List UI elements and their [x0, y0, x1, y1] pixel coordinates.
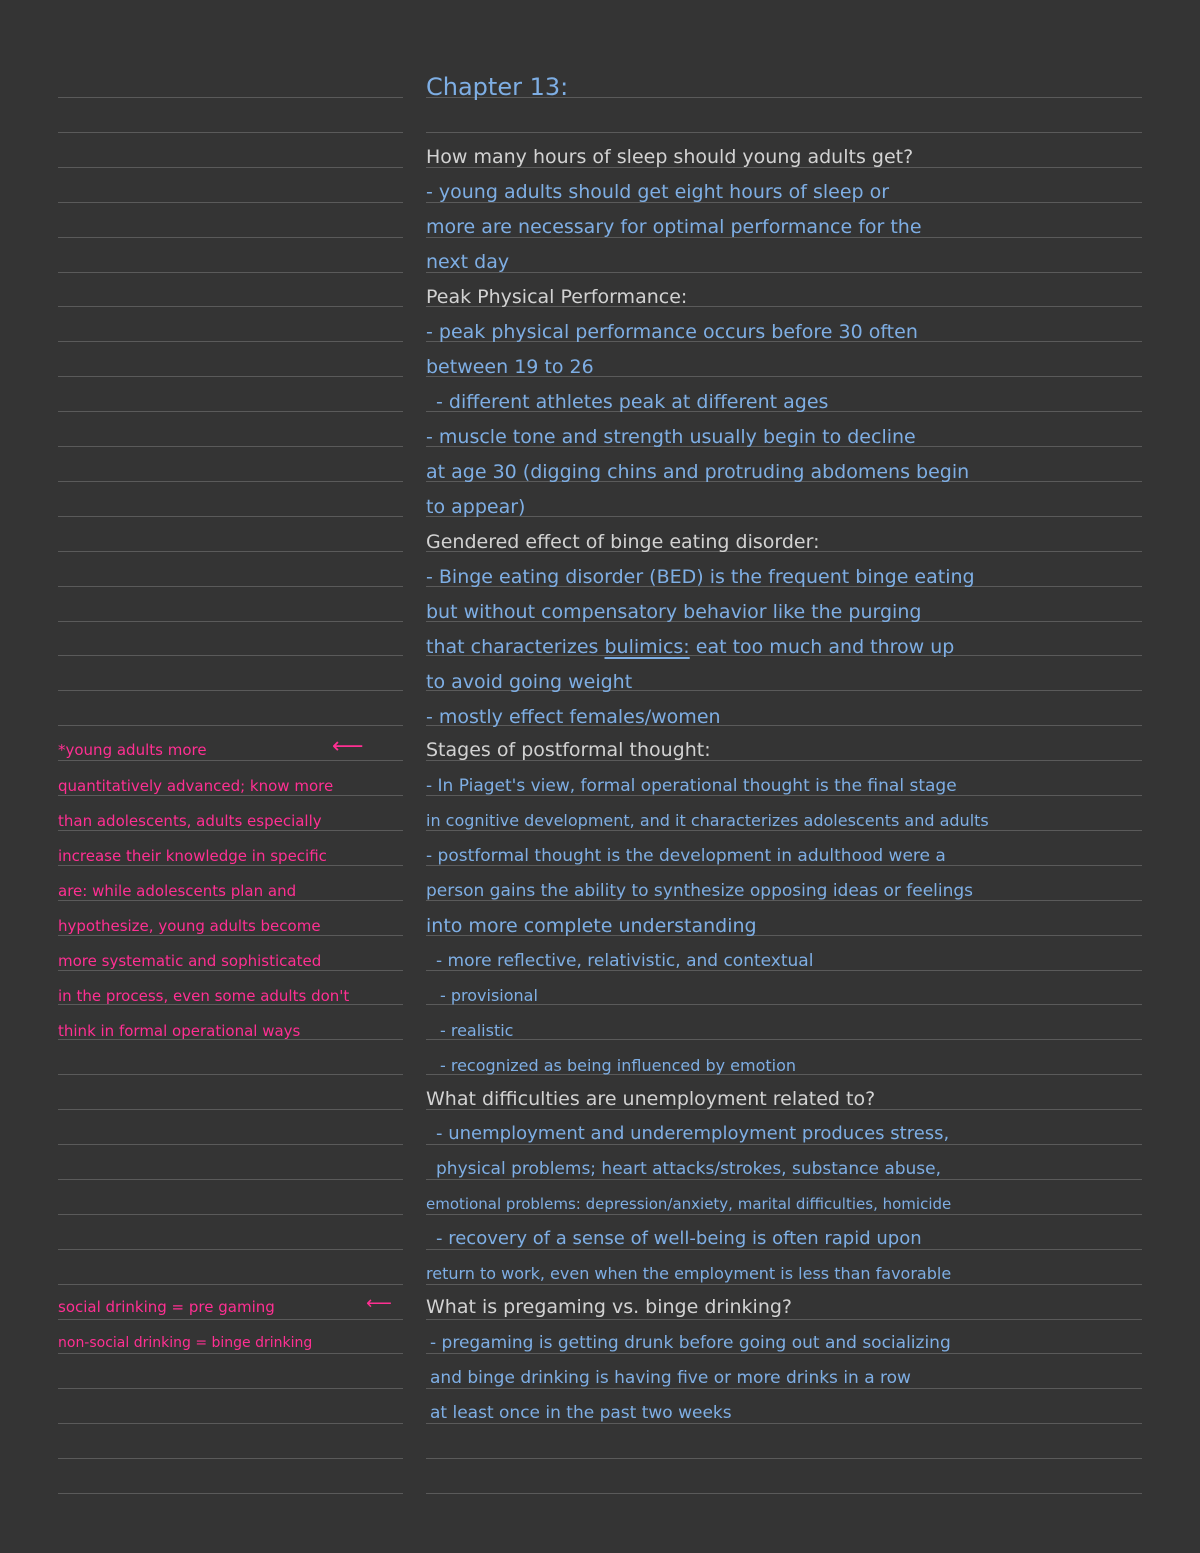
margin-note-line: think in formal operational ways [58, 1022, 301, 1040]
answer-text: that characterizes [426, 636, 599, 658]
rule-line [58, 306, 403, 307]
rule-line [426, 272, 1142, 273]
question-pregaming: What is pregaming vs. binge drinking? [426, 1296, 793, 1318]
rule-line [58, 237, 403, 238]
answer-line: - postformal thought is the development in adulthood were a [426, 846, 946, 866]
answer-line: - young adults should get eight hours of sleep or [426, 181, 890, 203]
margin-note-line: in the process, even some adults don't [58, 987, 350, 1005]
answer-line: and binge drinking is having five or more drinks in a row [430, 1368, 911, 1388]
answer-line: - pregaming is getting drunk before going out and socializing [430, 1333, 951, 1353]
answer-line: - peak physical performance occurs before 30 often [426, 321, 918, 343]
answer-text: eat too much and throw up [695, 636, 955, 658]
rule-line [58, 1109, 403, 1110]
rule-line [58, 202, 403, 203]
question-peak-performance: Peak Physical Performance: [426, 286, 688, 308]
answer-line: return to work, even when the employment is less than favorable [426, 1264, 952, 1283]
rule-line [58, 1284, 403, 1285]
rule-line [58, 1458, 403, 1459]
answer-line: physical problems; heart attacks/strokes, substance abuse, [436, 1159, 942, 1179]
margin-note-line: increase their knowledge in specific [58, 847, 327, 865]
underlined-term: bulimics: [604, 636, 690, 658]
rule-line [58, 725, 403, 726]
rule-line [58, 1214, 403, 1215]
question-sleep: How many hours of sleep should young adults get? [426, 146, 914, 168]
answer-line: - different athletes peak at different ages [436, 391, 829, 413]
answer-line: - unemployment and underemployment produces stress, [436, 1123, 950, 1144]
answer-line: - realistic [440, 1021, 514, 1040]
rule-line [426, 516, 1142, 517]
answer-line: - recovery of a sense of well-being is often rapid upon [436, 1228, 922, 1249]
question-postformal-thought: Stages of postformal thought: [426, 739, 711, 761]
margin-note-line: non-social drinking = binge drinking [58, 1335, 313, 1351]
rule-line [58, 1423, 403, 1424]
rule-line [58, 1144, 403, 1145]
rule-line [426, 1458, 1142, 1459]
rule-line [58, 481, 403, 482]
answer-line: in cognitive development, and it characterizes adolescents and adults [426, 811, 989, 830]
margin-note-line: are: while adolescents plan and [58, 882, 297, 900]
answer-line: - Binge eating disorder (BED) is the frequent binge eating [426, 566, 975, 588]
question-unemployment: What difficulties are unemployment related to? [426, 1088, 876, 1110]
rule-line [426, 1039, 1142, 1040]
rule-line [58, 586, 403, 587]
rule-line [58, 411, 403, 412]
rule-line [58, 167, 403, 168]
rule-line [58, 132, 403, 133]
answer-line: to appear) [426, 496, 526, 518]
page-title: Chapter 13: [426, 73, 569, 101]
answer-line: at least once in the past two weeks [430, 1403, 732, 1423]
margin-note-line: social drinking = pre gaming [58, 1298, 275, 1316]
answer-line: next day [426, 251, 510, 273]
rule-line [58, 1249, 403, 1250]
answer-line: into more complete understanding [426, 915, 757, 937]
margin-note-line: *young adults more [58, 741, 207, 759]
answer-line [426, 632, 954, 662]
answer-line: more are necessary for optimal performance for the [426, 216, 922, 238]
answer-line: emotional problems: depression/anxiety, marital difficulties, homicide [426, 1195, 952, 1213]
answer-line: - mostly effect females/women [426, 706, 721, 728]
rule-line [426, 132, 1142, 133]
answer-line: - muscle tone and strength usually begin to decline [426, 426, 916, 448]
rule-line [58, 1388, 403, 1389]
answer-line: at age 30 (digging chins and protruding abdomens begin [426, 461, 970, 483]
question-binge-eating: Gendered effect of binge eating disorder: [426, 531, 820, 553]
margin-note-line: more systematic and sophisticated [58, 952, 322, 970]
arrow-left-icon: ⟵ [366, 1293, 392, 1314]
answer-line: between 19 to 26 [426, 356, 594, 378]
answer-line: but without compensatory behavior like the purging [426, 601, 922, 623]
answer-line: - recognized as being influenced by emotion [440, 1056, 797, 1075]
rule-line [58, 1493, 403, 1494]
rule-line [58, 551, 403, 552]
rule-line [58, 376, 403, 377]
answer-line: - provisional [440, 986, 538, 1005]
answer-line: person gains the ability to synthesize opposing ideas or feelings [426, 881, 974, 901]
rule-line [58, 97, 403, 98]
rule-line [58, 516, 403, 517]
rule-line [58, 690, 403, 691]
margin-note-line: quantitatively advanced; know more [58, 777, 334, 795]
rule-line [58, 272, 403, 273]
margin-note-line: than adolescents, adults especially [58, 812, 322, 830]
rule-line [426, 1493, 1142, 1494]
answer-line: - In Piaget's view, formal operational thought is the final stage [426, 776, 957, 796]
margin-note-line: hypothesize, young adults become [58, 917, 321, 935]
rule-line [58, 341, 403, 342]
rule-line [58, 446, 403, 447]
rule-line [58, 1179, 403, 1180]
rule-line [58, 621, 403, 622]
rule-line [58, 1074, 403, 1075]
rule-line [58, 655, 403, 656]
answer-line: to avoid going weight [426, 671, 633, 693]
arrow-left-icon: ⟵ [332, 734, 364, 759]
answer-line: - more reflective, relativistic, and contextual [436, 951, 814, 971]
